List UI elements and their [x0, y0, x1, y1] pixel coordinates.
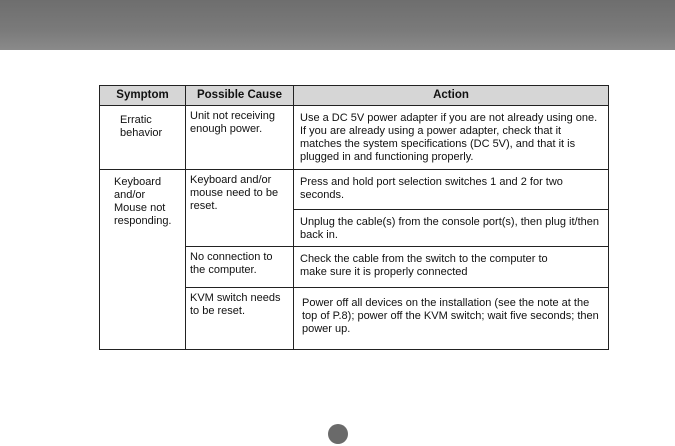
action-text: Use a DC 5V power adapter if you are not already using one. If you are already using a power adapter, check that it matches the system specifications (DC 5V), and that it is plugged in and functioning properly. [300, 112, 598, 163]
action-cell [294, 288, 609, 350]
cause-cell [186, 106, 294, 170]
header-possible-cause: Possible Cause [186, 86, 294, 106]
header-symptom: Symptom [100, 86, 186, 106]
action-cell [294, 106, 609, 170]
cause-text: Unit not receiving enough power. [190, 110, 275, 135]
cause-cell [186, 247, 294, 288]
cause-cell [186, 288, 294, 350]
symptom-text: Erratic behavior [120, 114, 163, 139]
cause-cell [186, 170, 294, 247]
troubleshooting-table [99, 85, 609, 350]
cause-text: Keyboard and/or mouse need to be reset. [190, 174, 279, 212]
action-text: Check the cable from the switch to the computer to make sure it is properly connected [300, 253, 548, 278]
cause-text: No connection to the computer. [190, 251, 273, 276]
cause-text: KVM switch needs to be reset. [190, 292, 281, 317]
symptom-text: Keyboard and/or Mouse not responding. [114, 176, 172, 227]
action-text: Power off all devices on the installation (see the note at the top of P.8); power off the KVM switch; wait five seconds; then power up. [302, 297, 599, 335]
table-row [100, 170, 609, 210]
action-cell [294, 170, 609, 210]
header-row [100, 86, 609, 106]
action-text: Press and hold port selection switches 1 and 2 for two seconds. [300, 176, 563, 201]
page-number-dot [328, 424, 348, 444]
symptom-cell [100, 106, 186, 170]
header-action: Action [294, 86, 609, 106]
table-row [100, 106, 609, 170]
action-cell [294, 210, 609, 247]
action-cell [294, 247, 609, 288]
symptom-cell [100, 170, 186, 350]
header-band [0, 0, 675, 50]
action-text: Unplug the cable(s) from the console port(s), then plug it/then back in. [300, 216, 599, 241]
